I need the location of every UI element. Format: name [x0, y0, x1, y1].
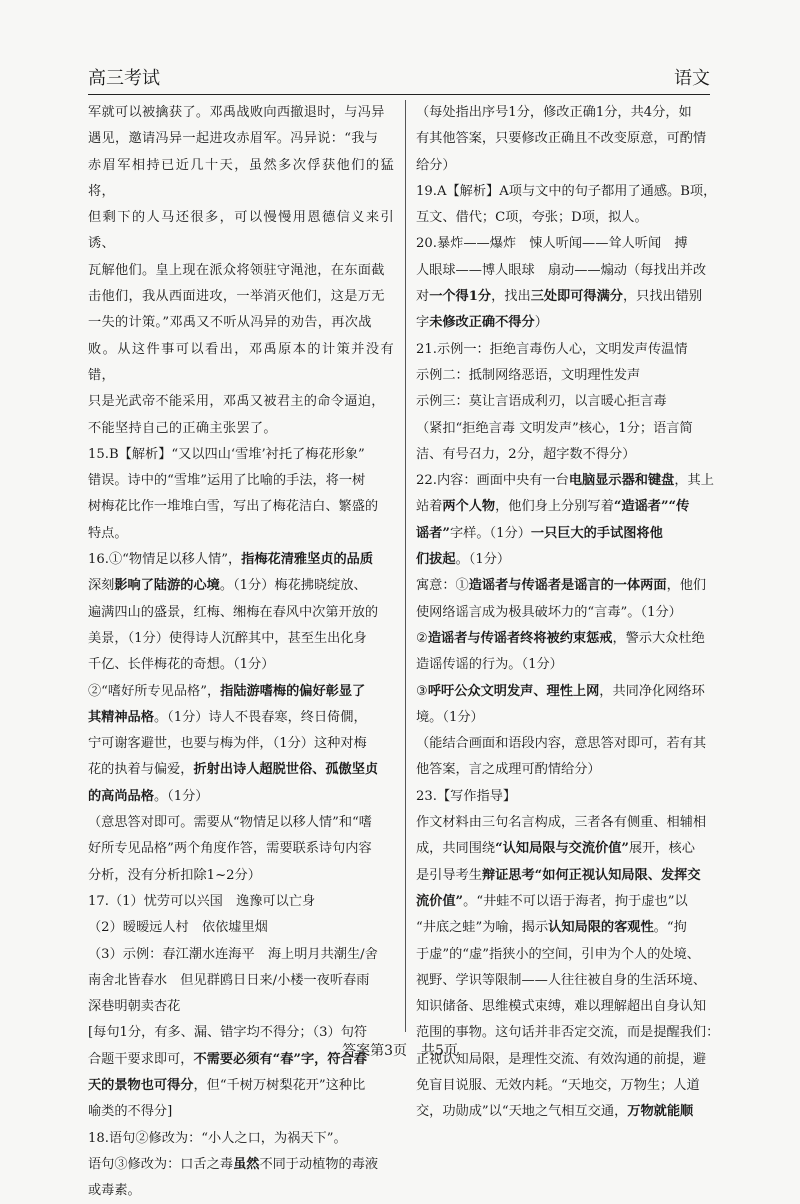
text-run: 。（1分）: [153, 788, 209, 804]
text-line: 15.B【解析】“又以四山‘雪堆’衬托了梅花形象”: [88, 446, 365, 462]
key-point: 影响了陆游的心境: [114, 578, 220, 594]
text-run: 16.①“物情足以移人情”，: [88, 552, 242, 568]
text-line: 作文材料由三句名言构成，三者各有侧重、相辅相: [416, 815, 707, 831]
key-point: 造谣者与传谣者终将被约束惩戒: [427, 630, 613, 646]
text-run: ，他们: [666, 578, 707, 594]
text-line: [88, 784, 394, 810]
text-run: ，其上: [674, 473, 714, 489]
key-point: 一个得1分: [429, 289, 492, 305]
text-run: ，警示大众杜绝: [612, 630, 705, 646]
text-line: [88, 1073, 394, 1099]
key-point: 指梅花清雅坚贞的品质: [241, 552, 374, 568]
key-point: 未修改正确不得分: [429, 315, 535, 331]
text-line: 千亿、长伴梅花的奇想。（1分）: [88, 657, 275, 673]
text-line: [88, 757, 394, 783]
text-line: 境。（1分）: [416, 709, 484, 725]
key-point: 的高尚品格: [88, 788, 154, 804]
text-line: 人眼球——博人眼球 扇动——煽动（每找出并改: [416, 262, 707, 278]
text-line: 树梅花比作一堆堆白雪，写出了梅花洁白、繁盛的: [88, 499, 379, 515]
text-line: 好所专见品格”两个角度作答，需要联系诗句内容: [88, 841, 372, 857]
text-line: 示例二：抵制网络恶语，文明理性发声: [416, 367, 641, 383]
text-line: （意思答对即可。需要从“物情足以移人情”和“嗜: [88, 815, 372, 831]
key-point: 指陆游嗜梅的偏好彰显了: [220, 683, 366, 699]
text-line: [416, 521, 722, 547]
text-run: 。（1分）: [455, 552, 511, 568]
text-line: 他答案，言之成理可酌情给分）: [416, 762, 601, 778]
text-run: ）: [534, 315, 548, 331]
text-line: [416, 679, 722, 705]
text-run: 交，功勋成”以“天地之气相互交通，: [416, 1104, 628, 1120]
text-run: 字: [416, 315, 430, 331]
text-line: 21.示例一：拒绝言毒伤人心，文明发声传温情: [416, 341, 688, 357]
text-line: 分析，没有分析扣除1~2分）: [88, 867, 261, 883]
text-line: 遍满四山的盛景，红梅、缃梅在春风中次第开放的: [88, 604, 379, 620]
text-line: 深巷明朝卖杏花: [88, 999, 181, 1015]
text-run: 是引导考生: [416, 867, 482, 883]
text-line: [416, 310, 722, 336]
text-run: 语句③修改为：口舌之毒: [88, 1156, 234, 1172]
right-column: [416, 100, 722, 1120]
text-run: 成，共同围绕: [416, 841, 496, 857]
text-run: ②“嗜好所专见品格”，: [88, 683, 221, 699]
text-run: 合题干要求即可，: [88, 1051, 194, 1067]
text-line: [每句1分，有多、漏、错字均不得分；（3）句符: [88, 1025, 368, 1041]
text-line: [416, 1099, 722, 1125]
text-line: 范围的事物。这句话并非否定交流，而是提醒我们：: [416, 1025, 720, 1041]
text-line: 知识储备、思维模式束缚，难以理解超出自身认知: [416, 999, 707, 1015]
exam-title: 高三考试: [88, 68, 160, 89]
page-number: 答案第3页 共5页: [342, 1043, 458, 1059]
text-line: 只是光武帝不能采用，邓禹又被君主的命令逼迫，: [88, 394, 385, 410]
text-line: 败。从这件事可以看出，邓禹原本的计策并没有错，: [88, 341, 394, 383]
text-line: （每处指出序号1分，修改正确1分，共4分，如: [416, 105, 692, 120]
text-line: [416, 468, 722, 494]
text-run: 深刻: [88, 578, 115, 594]
text-line: 给分）: [416, 157, 456, 173]
text-run: 站着: [416, 499, 443, 515]
text-line: 一失的计策。”邓禹又不听从冯异的劝告，再次战: [88, 315, 372, 331]
text-line: [416, 889, 722, 915]
text-line: [416, 863, 722, 889]
page-header: [88, 60, 710, 95]
text-line: 于虚”的“虚”指狭小的空间，引申为个人的处境、: [416, 946, 700, 962]
text-line: 有其他答案，只要修改正确且不改变原意，可酌情: [416, 131, 707, 147]
page-footer: [0, 1040, 800, 1060]
text-line: 20.暴炸——爆炸 悚人听闻——耸人听闻 搏: [416, 236, 688, 252]
text-line: [88, 705, 394, 731]
text-run: “井底之蛙”为喻，揭示: [416, 920, 549, 936]
key-point: 认知局限的客观性: [548, 920, 654, 936]
key-point: 两个人物: [442, 499, 496, 515]
text-line: 宁可谢客避世，也要与梅为伴，（1分）这种对梅: [88, 736, 367, 752]
key-point: 谣者”: [416, 525, 450, 541]
text-line: 使网络谣言成为极具破坏力的“言毒”。（1分）: [416, 604, 682, 620]
text-line: [88, 1152, 394, 1178]
text-line: [416, 573, 722, 599]
text-line: [416, 494, 722, 520]
text-line: [416, 915, 722, 941]
text-line: [88, 573, 394, 599]
text-line: 造谣传谣的行为。（1分）: [416, 657, 563, 673]
key-point: 万物就能顺: [627, 1104, 694, 1120]
key-point: 虽然: [233, 1156, 260, 1172]
text-run: 。“井蛙不可以语于海者，拘于虚也”以: [463, 893, 688, 909]
text-run: 不同于动植物的毒液: [259, 1156, 379, 1172]
text-run: 。“拘: [653, 920, 687, 936]
text-run: 对: [416, 289, 430, 305]
key-point: “认知局限与交流价值”: [495, 841, 629, 857]
text-line: 正视认知局限，是理性交流、有效沟通的前提，避: [416, 1051, 707, 1067]
text-run: 。（1分）诗人不畏春寒，终日倚僩，: [153, 709, 367, 725]
text-line: [416, 284, 722, 310]
text-line: 军就可以被擒获了。邓禹战败向西撤退时，与冯异: [88, 105, 385, 120]
subject-label: 语文: [674, 68, 710, 89]
text-line: 免盲目说服、无效内耗。“天地交，万物生；人道: [416, 1077, 700, 1093]
key-point: 们拔起: [416, 552, 456, 568]
text-line: （3）示例：春江潮水连海平 海上明月共潮生/舍: [88, 946, 378, 962]
text-line: 17.（1）忧劳可以兴国 逸豫可以亡身: [88, 893, 316, 909]
text-line: [416, 836, 722, 862]
text-run: ，他们身上分别写着: [495, 499, 614, 515]
key-point: 折射出诗人超脱世俗、孤傲坚贞: [193, 762, 379, 778]
key-point: 流价值”: [416, 893, 464, 909]
text-line: 不能坚持自己的正确主张罢了。: [88, 420, 277, 436]
text-line: 赤眉军相持已近几十天，虽然多次俘获他们的猛将，: [88, 157, 394, 199]
text-line: （2）暧暧远人村 依依墟里烟: [88, 920, 268, 936]
text-line: 但剩下的人马还很多，可以慢慢用恩德信义来引诱、: [88, 210, 394, 252]
text-run: 寓意：①: [416, 578, 469, 594]
text-line: [416, 547, 722, 573]
key-point: 天的景物也可得分: [88, 1077, 194, 1093]
text-line: 洁、有号召力，2分，超字数不得分）: [416, 446, 636, 462]
text-line: 遇见，邀请冯异一起进攻赤眉军。冯异说：“我与: [88, 131, 379, 147]
text-line: 击他们，我从西面进攻，一举消灭他们，这是万无: [88, 289, 385, 305]
text-line: （能结合画面和语段内容，意思答对即可，若有其: [416, 736, 707, 752]
text-line: [88, 679, 394, 705]
text-line: [88, 547, 394, 573]
text-run: ，只找出错别: [623, 289, 703, 305]
text-run: 字样。（1分）: [449, 525, 531, 541]
text-line: 瓦解他们。皇上现在派众将领驻守渑池，在东面截: [88, 262, 385, 278]
text-run: ，但“千树万树梨花开”这种比: [193, 1077, 366, 1093]
text-line: 示例三：莫让言语成利刃，以言暖心拒言毒: [416, 394, 667, 410]
text-run: ②: [416, 630, 428, 646]
key-point: 辩证思考“如何正视认知局限、发挥交: [481, 867, 701, 883]
key-point: “造谣者”“传: [613, 499, 690, 515]
column-divider: [405, 100, 406, 1032]
text-run: 22.内容：画面中央有一台: [416, 473, 569, 489]
text-run: ，共同净化网络环: [599, 683, 705, 699]
text-line: 美景，（1分）使得诗人沉醉其中，甚至生出化身: [88, 630, 367, 646]
key-point: 不需要必须有“春”字，符合春: [193, 1051, 367, 1067]
text-line: 特点。: [88, 525, 128, 541]
key-point: 三处即可得满分: [530, 289, 623, 305]
text-line: 视野、学识等限制——人往往被自身的生活环境、: [416, 972, 707, 988]
key-point: 一只巨大的手试图将他: [530, 525, 663, 541]
text-line: 互文、借代；C项，夸张；D项，拟人。: [416, 210, 648, 226]
text-line: 喻类的不得分]: [88, 1104, 173, 1120]
text-run: 。（1分）梅花拂晓绽放、: [219, 578, 367, 594]
key-point: 电脑显示器和键盘: [568, 473, 675, 489]
key-point: 呼吁公众文明发声、理性上网: [427, 683, 600, 699]
text-line: 错误。诗中的“雪堆”运用了比喻的手法，将一树: [88, 473, 366, 489]
text-line: 南舍北皆春水 但见群鸥日日来/小楼一夜听春雨: [88, 972, 370, 988]
text-line: 或毒素。: [88, 1183, 141, 1199]
text-line: （紧扣“拒绝言毒 文明发声”核心，1分；语言简: [416, 420, 693, 436]
text-line: 19.A【解析】A项与文中的句子都用了通感。B项，: [416, 183, 717, 199]
key-point: 造谣者与传谣者是谣言的一体两面: [468, 578, 667, 594]
text-line: [416, 626, 722, 652]
text-run: 展开，核心: [628, 841, 695, 857]
text-line: 23.【写作指导】: [416, 788, 517, 804]
text-run: ③: [416, 683, 428, 699]
text-run: 花的执着与偏爱，: [88, 762, 194, 778]
text-line: 18.语句②修改为：“小人之口，为祸天下”。: [88, 1130, 347, 1146]
text-run: ，找出: [491, 289, 531, 305]
key-point: 其精神品格: [88, 709, 154, 725]
left-column: [88, 100, 394, 1199]
